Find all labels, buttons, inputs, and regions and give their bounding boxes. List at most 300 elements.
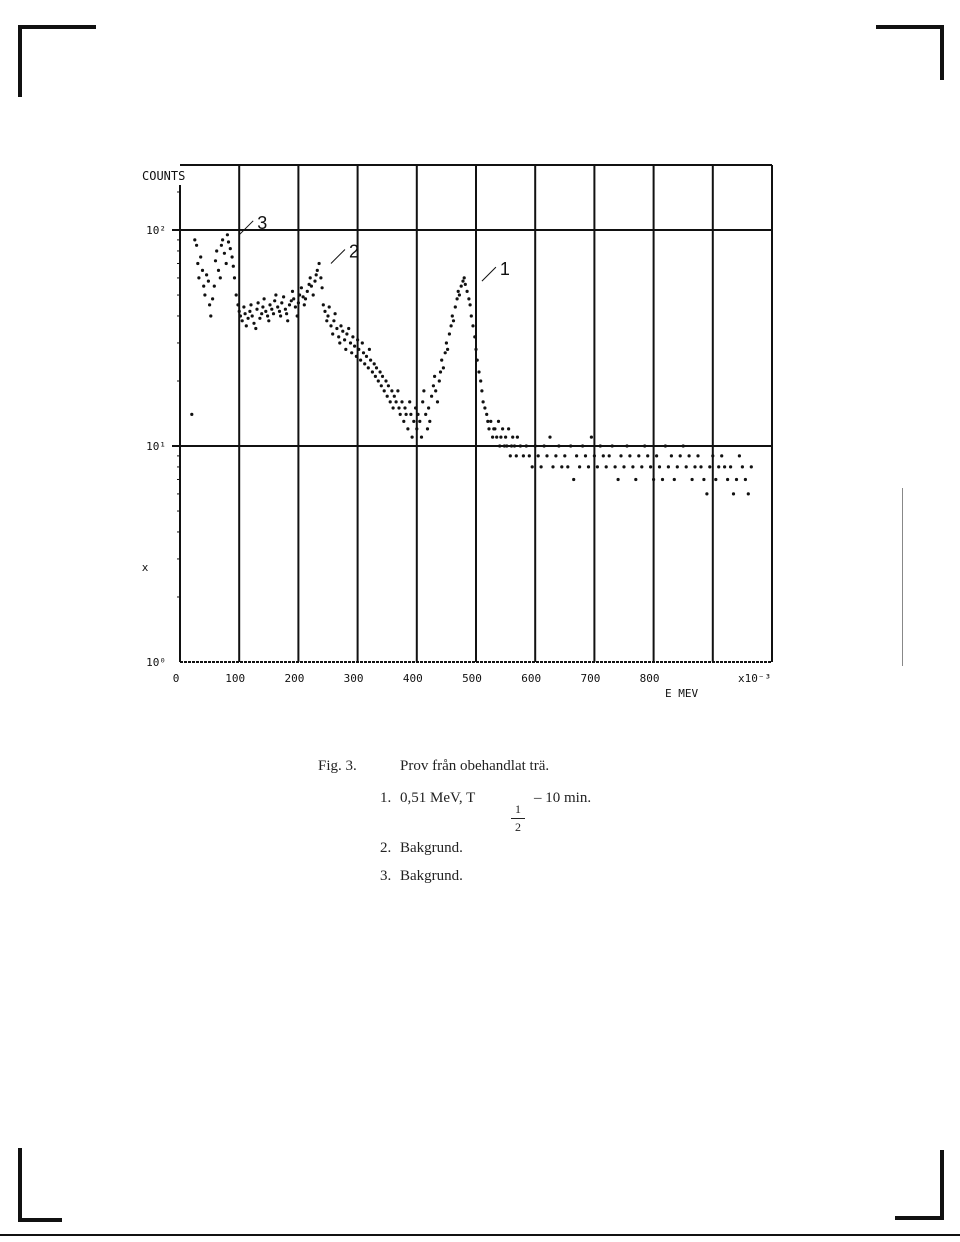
data-point: [424, 413, 427, 416]
data-point: [501, 427, 504, 430]
data-point: [286, 319, 289, 322]
data-point: [682, 444, 685, 447]
data-point: [569, 444, 572, 447]
x-tick-label-600: 600: [521, 672, 542, 685]
data-point: [373, 362, 376, 365]
caption-item-2-num: 2.: [380, 840, 392, 856]
data-point: [268, 303, 271, 306]
data-point: [405, 413, 408, 416]
data-point: [696, 454, 699, 457]
data-point: [747, 492, 750, 495]
data-point: [560, 465, 563, 468]
data-point: [590, 436, 593, 439]
data-point: [291, 290, 294, 293]
data-point: [344, 348, 347, 351]
data-point: [487, 427, 490, 430]
data-point: [213, 285, 216, 288]
data-point: [457, 290, 460, 293]
data-point: [359, 359, 362, 362]
data-point: [513, 444, 516, 447]
peak-pointer-2: [331, 249, 345, 263]
data-point: [504, 436, 507, 439]
data-point: [193, 238, 196, 241]
data-point: [239, 314, 242, 317]
data-point: [693, 465, 696, 468]
data-point: [673, 478, 676, 481]
data-point: [467, 297, 470, 300]
x-tick-label-0: 0: [172, 672, 180, 685]
data-point: [351, 335, 354, 338]
data-point: [534, 444, 537, 447]
data-point: [264, 310, 267, 313]
data-point: [572, 478, 575, 481]
data-point: [361, 341, 364, 344]
data-point: [505, 444, 508, 447]
data-point: [543, 444, 546, 447]
data-point: [270, 308, 273, 311]
data-point: [456, 297, 459, 300]
data-point: [563, 454, 566, 457]
data-point: [406, 427, 409, 430]
data-point: [439, 370, 442, 373]
caption-item-3-text: Bakgrund.: [400, 868, 463, 884]
data-point: [261, 305, 264, 308]
data-point: [421, 400, 424, 403]
data-point: [285, 312, 288, 315]
data-point: [392, 406, 395, 409]
data-point: [434, 389, 437, 392]
y-tick-label-100: 10²: [146, 224, 166, 238]
caption-item-1-sub-den: 2: [515, 820, 521, 834]
data-point: [414, 406, 417, 409]
data-point: [705, 492, 708, 495]
data-point: [593, 454, 596, 457]
data-point: [499, 436, 502, 439]
data-point: [274, 293, 277, 296]
data-point: [575, 454, 578, 457]
data-point: [284, 308, 287, 311]
data-point: [233, 276, 236, 279]
data-point: [427, 406, 430, 409]
data-point: [323, 310, 326, 313]
data-point: [396, 389, 399, 392]
data-point: [649, 465, 652, 468]
data-point: [602, 454, 605, 457]
data-point: [217, 269, 220, 272]
data-point: [202, 285, 205, 288]
data-point: [578, 465, 581, 468]
data-point: [432, 384, 435, 387]
data-point: [408, 400, 411, 403]
data-point: [540, 465, 543, 468]
data-point: [442, 366, 445, 369]
data-point: [531, 465, 534, 468]
data-point: [205, 273, 208, 276]
data-point: [255, 308, 258, 311]
data-point: [732, 492, 735, 495]
data-point: [611, 444, 614, 447]
x-tick-label-700: 700: [580, 672, 601, 685]
data-point: [566, 465, 569, 468]
data-point: [402, 420, 405, 423]
data-point: [670, 454, 673, 457]
peak-label-1: 1: [499, 259, 510, 280]
peak-pointer-1: [482, 267, 496, 281]
data-point: [357, 348, 360, 351]
data-point: [511, 436, 514, 439]
data-point: [331, 332, 334, 335]
data-point: [379, 370, 382, 373]
data-point: [279, 314, 282, 317]
data-point: [466, 290, 469, 293]
data-point: [363, 362, 366, 365]
data-point: [375, 366, 378, 369]
caption-item-1-num: 1.: [380, 790, 392, 806]
data-point: [471, 324, 474, 327]
data-point: [251, 314, 254, 317]
data-point: [304, 297, 307, 300]
data-point: [356, 338, 359, 341]
data-point: [296, 314, 299, 317]
data-point: [622, 465, 625, 468]
data-point: [679, 454, 682, 457]
data-point: [367, 366, 370, 369]
data-point: [412, 420, 415, 423]
data-point: [197, 276, 200, 279]
data-point: [347, 327, 350, 330]
data-point: [397, 406, 400, 409]
data-point: [343, 338, 346, 341]
data-point: [399, 413, 402, 416]
data-point: [720, 454, 723, 457]
data-point: [608, 454, 611, 457]
data-point: [403, 406, 406, 409]
data-point: [325, 319, 328, 322]
data-point: [244, 312, 247, 315]
caption-item-2-text: Bakgrund.: [400, 840, 463, 856]
data-point: [209, 314, 212, 317]
data-point: [643, 444, 646, 447]
data-point: [454, 305, 457, 308]
data-point: [507, 427, 510, 430]
data-point: [599, 444, 602, 447]
data-point: [509, 454, 512, 457]
data-point: [355, 355, 358, 358]
data-point: [596, 465, 599, 468]
data-point: [273, 299, 276, 302]
data-point: [282, 295, 285, 298]
data-point: [321, 286, 324, 289]
data-point: [702, 478, 705, 481]
data-point: [723, 465, 726, 468]
x-tick-label-200: 200: [284, 672, 305, 685]
bottom-border-line: [0, 1234, 960, 1236]
data-point: [433, 375, 436, 378]
data-point: [223, 252, 226, 255]
data-point: [249, 303, 252, 306]
data-point: [395, 400, 398, 403]
data-point: [350, 351, 353, 354]
x-tick-label-300: 300: [343, 672, 364, 685]
caption-item-1-sub-num: 1: [515, 802, 521, 816]
data-point: [537, 454, 540, 457]
data-point: [231, 255, 234, 258]
data-point: [309, 276, 312, 279]
data-point: [738, 454, 741, 457]
data-point: [365, 355, 368, 358]
data-point: [318, 262, 321, 265]
data-point: [276, 305, 279, 308]
data-point: [383, 389, 386, 392]
data-point: [461, 280, 464, 283]
data-point: [652, 478, 655, 481]
data-point: [226, 233, 229, 236]
data-point: [339, 324, 342, 327]
data-point: [221, 238, 224, 241]
peak-label-2: 2: [348, 241, 359, 262]
data-point: [409, 413, 412, 416]
data-point: [263, 297, 266, 300]
y-axis-title: COUNTS: [142, 169, 186, 183]
data-point: [448, 332, 451, 335]
x-tick-label-800: 800: [639, 672, 660, 685]
data-point: [545, 454, 548, 457]
data-point: [278, 310, 281, 313]
data-point: [238, 310, 241, 313]
data-point: [288, 303, 291, 306]
figure-label: Fig. 3.: [318, 758, 357, 774]
data-point: [215, 249, 218, 252]
data-point: [640, 465, 643, 468]
data-point: [473, 335, 476, 338]
data-point: [241, 319, 244, 322]
data-point: [319, 276, 322, 279]
data-point: [463, 276, 466, 279]
caption-item-1-text: 0,51 MeV, T: [400, 790, 476, 806]
data-point: [446, 348, 449, 351]
data-point: [242, 305, 245, 308]
data-point: [741, 465, 744, 468]
data-point: [619, 454, 622, 457]
data-point: [646, 454, 649, 457]
data-point: [260, 312, 263, 315]
data-point: [386, 395, 389, 398]
data-point: [225, 262, 228, 265]
y-tick-label-10: 10¹: [146, 440, 166, 454]
data-point: [522, 454, 525, 457]
data-point: [474, 348, 477, 351]
data-point: [440, 359, 443, 362]
data-point: [326, 314, 329, 317]
caption-item-3-num: 3.: [380, 868, 392, 884]
side-mark: x: [141, 561, 149, 574]
data-point: [195, 244, 198, 247]
x-tick-label-100: 100: [225, 672, 246, 685]
data-point: [312, 293, 315, 296]
data-point: [214, 259, 217, 262]
data-point: [332, 319, 335, 322]
data-point: [371, 370, 374, 373]
data-point: [744, 478, 747, 481]
data-point: [528, 454, 531, 457]
data-point: [482, 400, 485, 403]
data-point: [418, 420, 421, 423]
data-point: [254, 327, 257, 330]
data-point: [199, 255, 202, 258]
data-point: [452, 319, 455, 322]
data-point: [393, 395, 396, 398]
data-point: [315, 273, 318, 276]
x-tick-label-500: 500: [462, 672, 482, 685]
data-point: [381, 375, 384, 378]
data-point: [294, 305, 297, 308]
data-point: [685, 465, 688, 468]
data-point: [587, 465, 590, 468]
data-point: [430, 395, 433, 398]
data-point: [485, 413, 488, 416]
data-point: [470, 314, 473, 317]
data-point: [303, 303, 306, 306]
data-point: [313, 280, 316, 283]
data-point: [266, 314, 269, 317]
data-point: [219, 276, 222, 279]
x-axis-title: E MEV: [665, 687, 699, 700]
data-point: [380, 384, 383, 387]
data-point: [389, 400, 392, 403]
data-point: [338, 341, 341, 344]
data-point: [345, 332, 348, 335]
data-point: [497, 420, 500, 423]
data-point: [714, 478, 717, 481]
data-point: [384, 379, 387, 382]
data-point: [334, 312, 337, 315]
data-point: [711, 454, 714, 457]
data-point: [362, 351, 365, 354]
data-point: [306, 290, 309, 293]
data-point: [548, 436, 551, 439]
data-point: [220, 244, 223, 247]
data-point: [699, 465, 702, 468]
data-point: [341, 330, 344, 333]
peak-pointer-3: [239, 221, 253, 235]
data-point: [322, 303, 325, 306]
data-point: [353, 345, 356, 348]
data-point: [374, 375, 377, 378]
data-point: [369, 359, 372, 362]
data-point: [335, 327, 338, 330]
data-point: [390, 389, 393, 392]
data-point: [292, 297, 295, 300]
data-point: [297, 301, 300, 304]
data-point: [208, 303, 211, 306]
data-point: [316, 269, 319, 272]
figure-title: Prov från obehandlat trä.: [400, 758, 550, 774]
data-point: [664, 444, 667, 447]
data-point: [625, 444, 628, 447]
data-point: [516, 436, 519, 439]
data-point: [422, 389, 425, 392]
data-point: [554, 454, 557, 457]
data-point: [300, 286, 303, 289]
data-point: [584, 454, 587, 457]
data-point: [634, 478, 637, 481]
data-point: [298, 293, 301, 296]
data-point: [515, 454, 518, 457]
data-point: [519, 444, 522, 447]
data-point: [252, 322, 255, 325]
data-point: [415, 427, 418, 430]
data-point: [235, 293, 238, 296]
data-point: [676, 465, 679, 468]
data-point: [458, 293, 461, 296]
data-point: [729, 465, 732, 468]
data-point: [190, 413, 193, 416]
data-point: [464, 283, 467, 286]
data-point: [460, 285, 463, 288]
data-point: [476, 359, 479, 362]
data-point: [232, 265, 235, 268]
data-point: [203, 293, 206, 296]
data-point: [280, 301, 283, 304]
data-point: [557, 444, 560, 447]
data-point: [445, 341, 448, 344]
data-point: [196, 262, 199, 265]
data-point: [436, 400, 439, 403]
data-point: [483, 406, 486, 409]
data-point: [444, 351, 447, 354]
data-point: [229, 247, 232, 250]
data-point: [272, 312, 275, 315]
data-point: [637, 454, 640, 457]
data-point: [735, 478, 738, 481]
data-point: [236, 303, 239, 306]
data-point: [450, 324, 453, 327]
data-point: [337, 335, 340, 338]
data-point: [750, 465, 753, 468]
crop-mark-bottom-right-h: [895, 1216, 944, 1220]
data-point: [491, 436, 494, 439]
data-point: [631, 465, 634, 468]
data-point: [257, 301, 260, 304]
data-point: [247, 317, 250, 320]
data-point: [207, 280, 210, 283]
data-point: [691, 478, 694, 481]
data-point: [581, 444, 584, 447]
data-point: [377, 379, 380, 382]
data-point: [387, 384, 390, 387]
data-point: [661, 478, 664, 481]
data-point: [605, 465, 608, 468]
data-point: [726, 478, 729, 481]
data-point: [426, 427, 429, 430]
data-point: [617, 478, 620, 481]
crop-mark-bottom-left-h: [18, 1218, 62, 1222]
data-point: [267, 319, 270, 322]
data-point: [428, 420, 431, 423]
data-point: [614, 465, 617, 468]
caption-fraction-bar: [511, 818, 525, 819]
x-tick-label-400: 400: [402, 672, 423, 685]
crop-mark-bottom-right-v: [940, 1150, 944, 1220]
data-point: [489, 420, 492, 423]
data-point: [658, 465, 661, 468]
caption-item-1-suffix: – 10 min.: [534, 790, 592, 806]
data-point: [479, 379, 482, 382]
data-point: [688, 454, 691, 457]
data-point: [486, 420, 489, 423]
data-point: [717, 465, 720, 468]
data-point: [498, 444, 501, 447]
